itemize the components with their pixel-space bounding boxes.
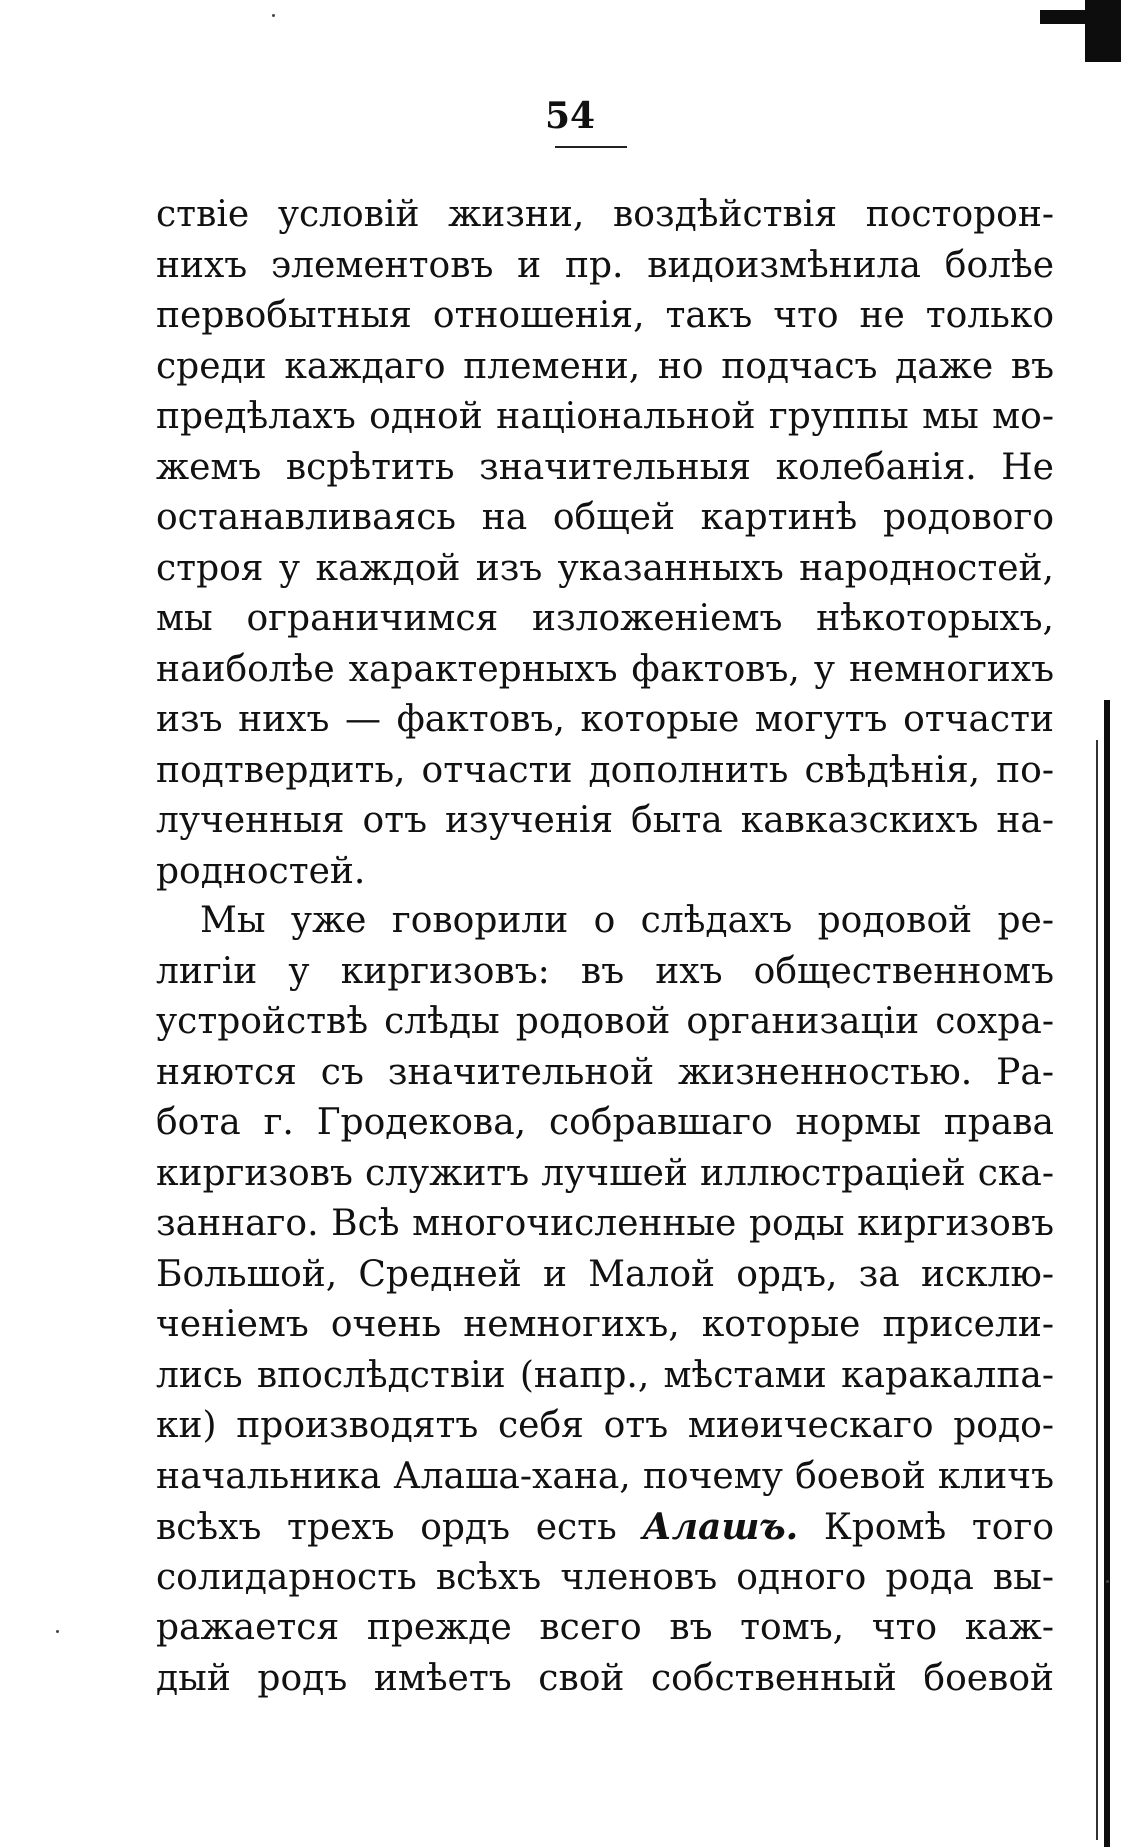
text-line: солидарность всѣхъ членовъ одного рода вы- [156,1556,1054,1598]
page-number: 54 [544,95,596,137]
paragraph-2 [156,896,1054,1704]
scan-speck [272,14,275,17]
text-line: бота г. Гродекова, собравшаго нормы права [156,1102,1054,1143]
scan-speck [56,1630,59,1633]
text-line: нихъ элементовъ и пр. видоизмѣнила болѣе [156,244,1054,286]
scan-edge-line [1096,740,1098,1840]
text-line: среди каждаго племени, но подчасъ даже въ [156,345,1054,387]
text-line: изъ нихъ — фактовъ, которые могутъ отчасти [156,699,1054,740]
text-fragment: Кромѣ того [823,1507,1055,1548]
scan-speck [1106,1580,1109,1583]
text-line: киргизовъ служитъ лучшей иллюстраціей ска- [156,1152,1054,1194]
text-line: наиболѣе характерныхъ фактовъ, у немногихъ [156,648,1054,690]
text-line: жемъ всрѣтить значительныя колебанія. Не [156,446,1054,488]
text-line: няются съ значительной жизненностью. Ра- [156,1051,1054,1093]
text-line: родностей. [156,850,366,892]
text-line: ченіемъ очень немногихъ, которые присели- [156,1304,1054,1345]
text-line: начальника Алаша-хана, почему боевой кличъ [156,1455,1054,1497]
text-line: устройствѣ слѣды родовой организаціи сохра- [156,1001,1054,1042]
text-line: ствіе условій жизни, воздѣйствія посторон- [156,194,1054,235]
scan-edge-line [1104,700,1110,1847]
text-fragment: всѣхъ трехъ ордъ есть [156,1507,617,1548]
text-line: лигіи у киргизовъ: въ ихъ общественномъ [156,950,1054,992]
text-line: лись впослѣдствіи (напр., мѣстами каракалпа- [156,1354,1054,1396]
text-line: ражается прежде всего въ томъ, что каж- [156,1607,1054,1648]
text-line: строя у каждой изъ указанныхъ народностей, [156,547,1054,589]
text-line: первобытныя отношенія, такъ что не только [156,295,1054,336]
text-line-with-emphasis [156,1502,1054,1553]
text-line: мы ограничимся изложеніемъ нѣкоторыхъ, [156,598,1054,639]
text-line: Большой, Средней и Малой ордъ, за исклю- [156,1253,1054,1295]
paragraph-1 [156,190,1054,897]
text-line: дый родъ имѣетъ свой собственный боевой [156,1657,1054,1699]
scan-edge-mark [1040,10,1100,24]
text-line: ки) производятъ себя отъ миѳическаго родо- [156,1405,1054,1446]
emphasized-word: Алашъ. [642,1506,799,1548]
text-line: останавливаясь на общей картинѣ родового [156,497,1054,538]
text-line: лученныя отъ изученія быта кавказскихъ на- [156,800,1054,841]
text-line: Мы уже говорили о слѣдахъ родовой ре- [200,900,1054,941]
text-line: подтвердить, отчасти дополнить свѣдѣнія, по- [156,749,1054,791]
text-line: заннаго. Всѣ многочисленные роды киргизовъ [156,1203,1054,1244]
page-number-underline [555,146,627,148]
text-line: предѣлахъ одной національной группы мы мо- [156,396,1054,437]
